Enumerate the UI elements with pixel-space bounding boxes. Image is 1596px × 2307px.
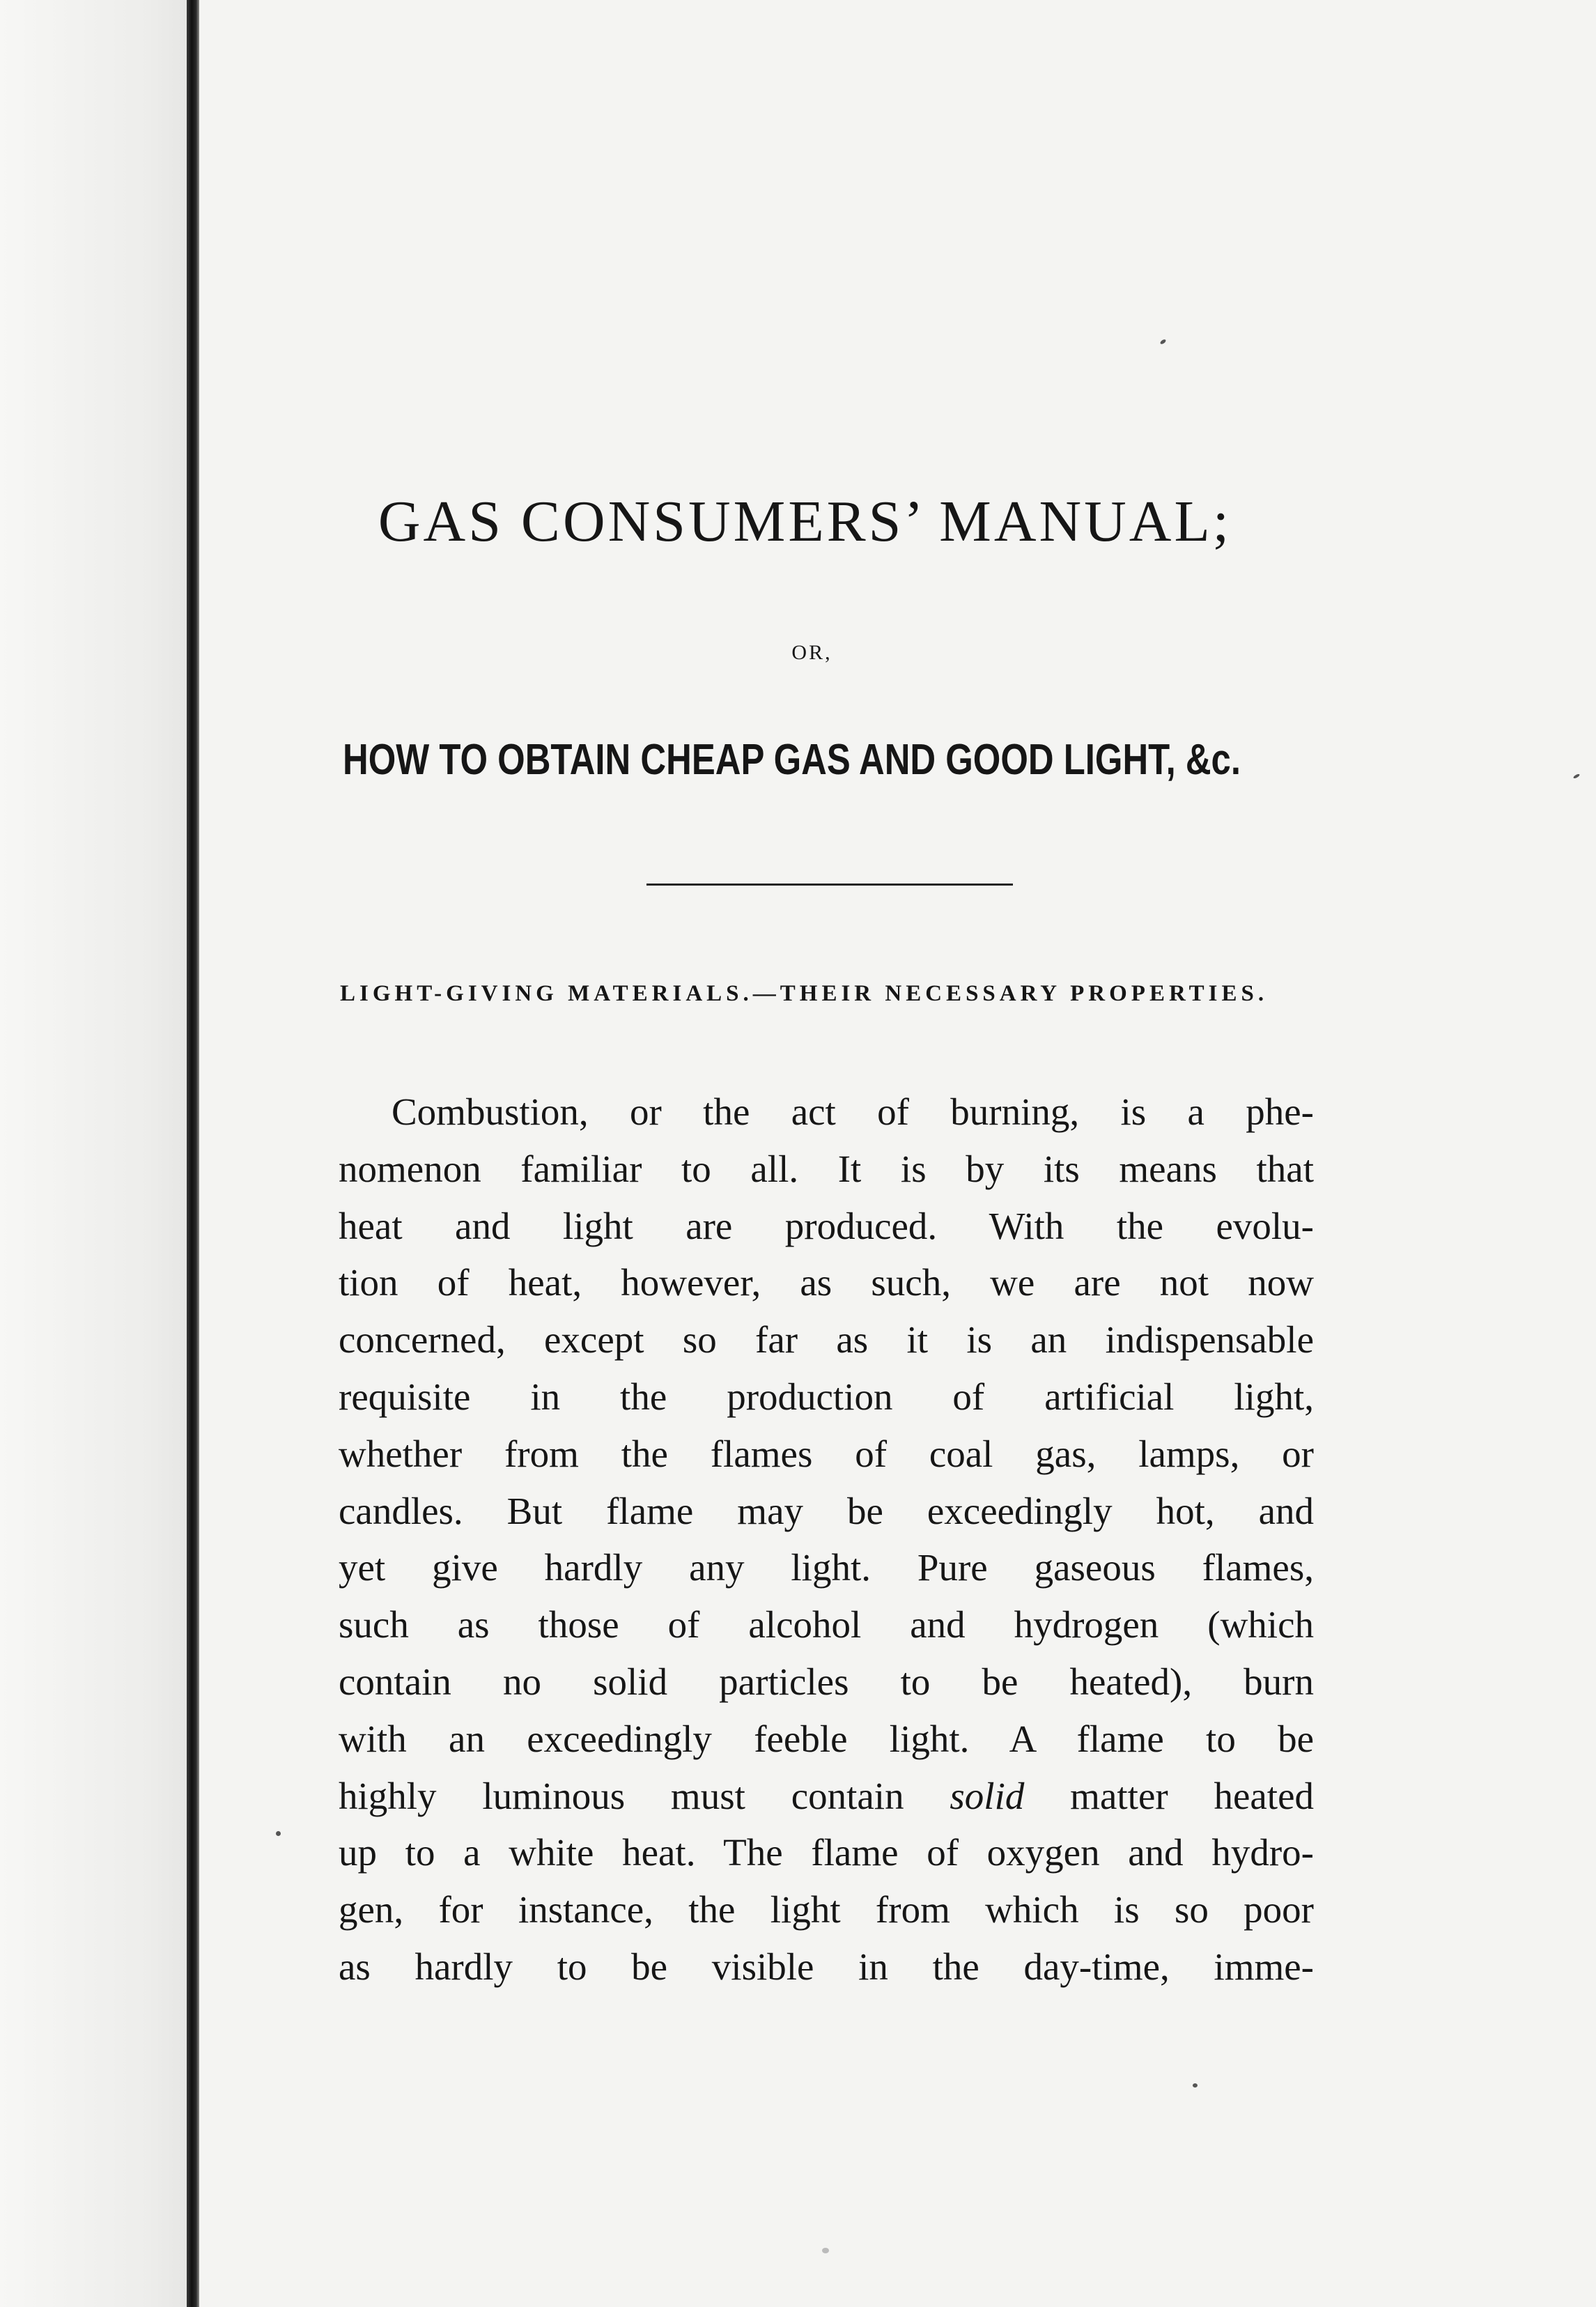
- text-line: concerned, except so far as it is an indispensable: [339, 1318, 1314, 1361]
- text-line: candles. But flame may be exceedingly hot, and: [339, 1489, 1314, 1532]
- binding-margin: [0, 0, 187, 2307]
- text-line: as hardly to be visible in the day-time, imme-: [339, 1945, 1314, 1988]
- text-line-with-emphasis: [339, 1768, 1314, 1825]
- emphasized-word: solid: [950, 1774, 1025, 1817]
- text-line: up to a white heat. The flame of oxygen and hydro-: [339, 1831, 1314, 1874]
- text-line: whether from the flames of coal gas, lamps, or: [339, 1432, 1314, 1475]
- body-paragraph: [339, 1083, 1314, 1996]
- text-line: with an exceedingly feeble light. A flame to be: [339, 1717, 1314, 1760]
- text-line: contain no solid particles to be heated), burn: [339, 1660, 1314, 1703]
- page-title: GAS CONSUMERS’ MANUAL;: [378, 489, 1232, 554]
- text-line: such as those of alcohol and hydrogen (which: [339, 1603, 1314, 1646]
- text-line: heat and light are produced. With the evolu-: [339, 1204, 1314, 1247]
- text-line: yet give hardly any light. Pure gaseous flames,: [339, 1546, 1314, 1589]
- section-heading: LIGHT-GIVING MATERIALS.—THEIR NECESSARY PROPERTIES.: [340, 981, 1269, 1006]
- text-line: tion of heat, however, as such, we are not now: [339, 1261, 1314, 1304]
- text-line: Combustion, or the act of burning, is a phe-: [392, 1090, 1314, 1133]
- section-divider: [646, 884, 1013, 886]
- binding-edge: [187, 0, 199, 2307]
- text-fragment: matter heated: [1024, 1774, 1314, 1817]
- print-speck: [1193, 2083, 1198, 2088]
- text-line: nomenon familiar to all. It is by its means that: [339, 1147, 1314, 1190]
- print-speck: [822, 2248, 829, 2253]
- text-line: requisite in the production of artificial light,: [339, 1375, 1314, 1418]
- text-fragment: highly luminous must contain: [339, 1774, 950, 1817]
- print-speck: [276, 1831, 281, 1836]
- text-line: gen, for instance, the light from which is so poor: [339, 1888, 1314, 1931]
- page-subtitle: HOW TO OBTAIN CHEAP GAS AND GOOD LIGHT, &c.: [343, 736, 1241, 784]
- title-connector: OR,: [791, 641, 832, 664]
